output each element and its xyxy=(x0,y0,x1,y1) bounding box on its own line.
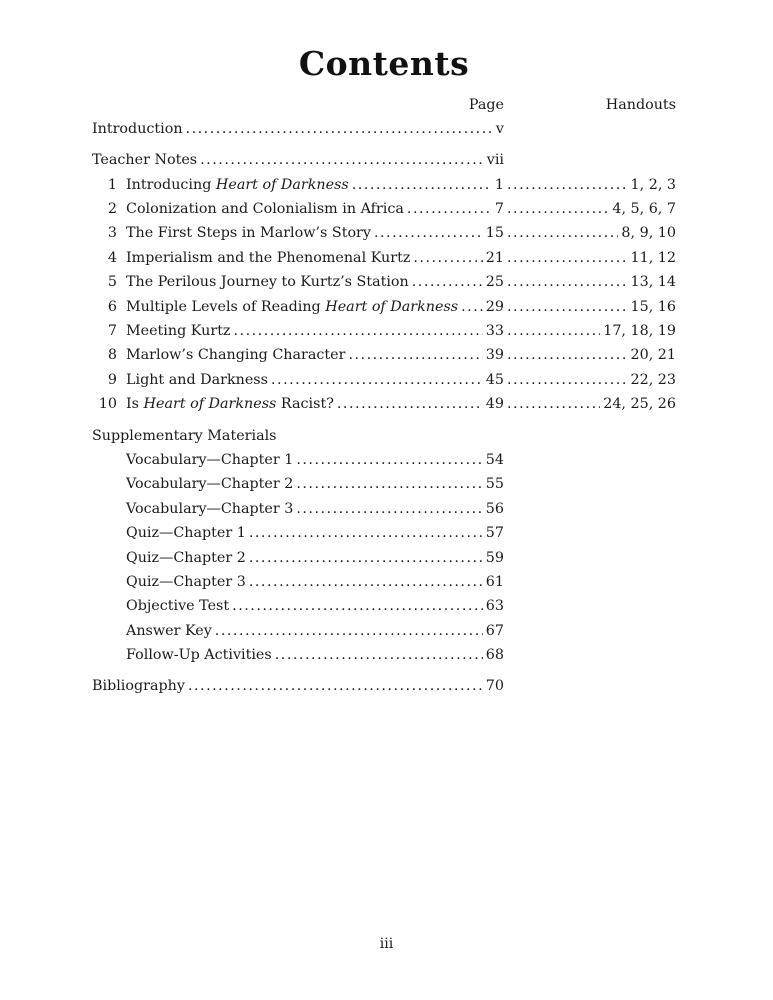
handout-numbers: 8, 9, 10 xyxy=(621,225,676,242)
dot-leader xyxy=(186,121,493,139)
toc-sub-entry xyxy=(92,501,676,525)
toc-chapter-row xyxy=(92,274,676,298)
chapter-number: 10 xyxy=(98,396,117,413)
handout-numbers: 13, 14 xyxy=(630,274,676,291)
toc-sub-entry xyxy=(92,550,676,574)
entry-title: Bibliography xyxy=(92,678,185,695)
dot-leader xyxy=(249,574,483,592)
page-number: 1 xyxy=(494,176,504,193)
dot-leader xyxy=(507,225,618,243)
dot-leader xyxy=(507,299,628,317)
entry-title: Quiz—Chapter 3 xyxy=(126,573,246,590)
page-number: 57 xyxy=(485,525,504,542)
dot-leader xyxy=(412,274,483,292)
chapter-title: Multiple Levels of Reading Heart of Darkness xyxy=(126,298,459,315)
handout-numbers: 17, 18, 19 xyxy=(603,323,676,340)
dot-leader xyxy=(348,347,482,365)
toc-sub-entry xyxy=(92,623,676,647)
entry-title: Quiz—Chapter 2 xyxy=(126,549,246,566)
toc-sub-entry xyxy=(92,574,676,598)
entry-title: Teacher Notes xyxy=(92,152,198,169)
chapter-title: The Perilous Journey to Kurtz’s Station xyxy=(126,274,409,291)
page-number: v xyxy=(495,121,504,138)
page-number: 21 xyxy=(485,249,504,266)
toc-chapter-row xyxy=(92,396,676,420)
chapter-number: 1 xyxy=(107,176,117,193)
handout-numbers: 22, 23 xyxy=(630,371,676,388)
chapter-number: 9 xyxy=(107,371,117,388)
toc-entry-teacher-notes xyxy=(92,152,676,176)
dot-leader xyxy=(200,152,484,170)
entry-title: Introduction xyxy=(92,121,183,138)
chapter-number: 2 xyxy=(107,201,117,218)
toc-sub-entry xyxy=(92,452,676,476)
entry-title: Vocabulary—Chapter 3 xyxy=(126,500,294,517)
supplementary-heading: Supplementary Materials xyxy=(92,427,277,444)
page-number: 33 xyxy=(485,323,504,340)
chapter-title: Light and Darkness xyxy=(126,371,268,388)
chapter-title: Imperialism and the Phenomenal Kurtz xyxy=(126,249,411,266)
toc-chapter-row xyxy=(92,225,676,249)
chapter-title: Introducing Heart of Darkness xyxy=(126,176,349,193)
dot-leader xyxy=(507,177,628,195)
dot-leader xyxy=(374,225,483,243)
page-number: 29 xyxy=(485,298,504,315)
dot-leader xyxy=(507,323,600,341)
page-number: 67 xyxy=(485,622,504,639)
chapter-number: 5 xyxy=(107,274,117,291)
toc-chapter-row xyxy=(92,201,676,225)
dot-leader xyxy=(296,452,482,470)
page-number: 7 xyxy=(494,201,504,218)
chapter-title: Meeting Kurtz xyxy=(126,323,231,340)
entry-title: Quiz—Chapter 1 xyxy=(126,525,246,542)
chapter-title: Colonization and Colonialism in Africa xyxy=(126,201,404,218)
handout-numbers: 20, 21 xyxy=(630,347,676,364)
dot-leader xyxy=(271,372,483,390)
page-number: 61 xyxy=(485,573,504,590)
dot-leader xyxy=(188,678,483,696)
handout-numbers: 15, 16 xyxy=(630,298,676,315)
toc-sub-entry xyxy=(92,476,676,500)
page-number: vii xyxy=(486,152,504,169)
page-number: 49 xyxy=(485,396,504,413)
dot-leader xyxy=(507,201,609,219)
toc-entry-bibliography xyxy=(92,678,676,702)
chapter-number: 8 xyxy=(107,347,117,364)
page-number: 15 xyxy=(485,225,504,242)
chapter-title: Marlow’s Changing Character xyxy=(126,347,346,364)
handout-numbers: 1, 2, 3 xyxy=(630,176,676,193)
dot-leader xyxy=(507,396,600,414)
dot-leader xyxy=(507,274,628,292)
handout-numbers: 24, 25, 26 xyxy=(603,396,676,413)
chapter-title: The First Steps in Marlow’s Story xyxy=(126,225,371,242)
toc-chapter-row xyxy=(92,177,676,201)
dot-leader xyxy=(296,501,482,519)
toc-sub-entry xyxy=(92,525,676,549)
dot-leader xyxy=(275,647,483,665)
dot-leader xyxy=(233,323,482,341)
page-number: 55 xyxy=(485,476,504,493)
dot-leader xyxy=(232,598,483,616)
dot-leader xyxy=(249,525,483,543)
page-number: 54 xyxy=(485,451,504,468)
chapter-number: 7 xyxy=(107,323,117,340)
col-header-page: Page xyxy=(468,97,504,113)
handout-numbers: 11, 12 xyxy=(630,249,676,266)
entry-title: Objective Test xyxy=(126,598,230,615)
page-number: 59 xyxy=(485,549,504,566)
dot-leader xyxy=(507,347,628,365)
page-number: 56 xyxy=(485,500,504,517)
dot-leader xyxy=(461,299,483,317)
dot-leader xyxy=(296,476,482,494)
chapter-number: 3 xyxy=(107,225,117,242)
dot-leader xyxy=(413,250,482,268)
toc-chapter-row xyxy=(92,347,676,371)
dot-leader xyxy=(249,550,483,568)
dot-leader xyxy=(507,372,628,390)
folio-page-number: iii xyxy=(379,936,394,952)
toc-sub-entry xyxy=(92,598,676,622)
page-number: 45 xyxy=(485,371,504,388)
dot-leader xyxy=(507,250,628,268)
chapter-number: 6 xyxy=(107,298,117,315)
page-number: 25 xyxy=(485,274,504,291)
page-number: 68 xyxy=(485,647,504,664)
handout-numbers: 4, 5, 6, 7 xyxy=(612,201,676,218)
page-number: 39 xyxy=(485,347,504,364)
toc-chapter-row xyxy=(92,299,676,323)
dot-leader xyxy=(215,623,483,641)
page-title: Contents xyxy=(298,44,470,83)
column-headers xyxy=(92,97,676,121)
entry-title: Vocabulary—Chapter 1 xyxy=(126,451,294,468)
page-number: 63 xyxy=(485,598,504,615)
toc-sub-entry xyxy=(92,647,676,671)
chapter-title: Is Heart of Darkness Racist? xyxy=(126,396,334,413)
toc-chapter-row xyxy=(92,250,676,274)
toc-entry-introduction xyxy=(92,121,676,145)
dot-leader xyxy=(352,177,492,195)
dot-leader xyxy=(407,201,492,219)
dot-leader xyxy=(337,396,483,414)
chapter-number: 4 xyxy=(107,249,117,266)
page-number: 70 xyxy=(485,678,504,695)
col-header-handouts: Handouts xyxy=(605,97,676,113)
toc-chapter-row xyxy=(92,372,676,396)
entry-title: Vocabulary—Chapter 2 xyxy=(126,476,294,493)
entry-title: Follow-Up Activities xyxy=(126,647,272,664)
entry-title: Answer Key xyxy=(126,622,212,639)
toc-chapter-row xyxy=(92,323,676,347)
